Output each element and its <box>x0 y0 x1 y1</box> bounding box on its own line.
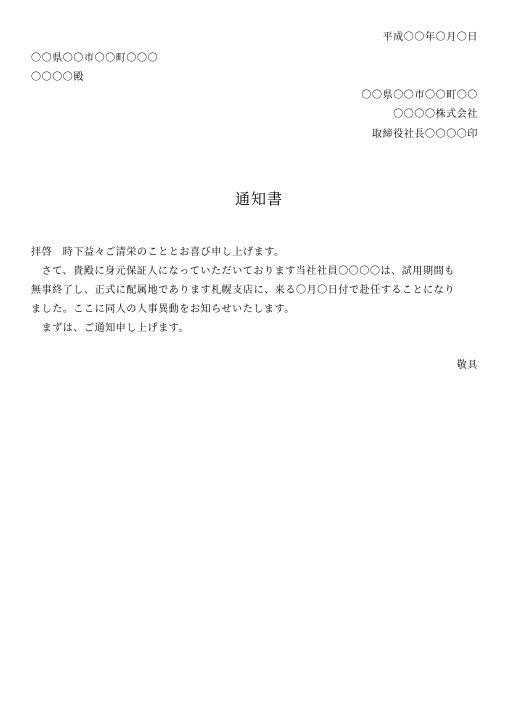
recipient-name: 〇〇〇〇殿 <box>31 72 84 83</box>
document-date: 平成〇〇年〇月〇日 <box>382 32 478 43</box>
sender-address: 〇〇県〇〇市〇〇町〇〇 <box>361 90 478 101</box>
body-line: さて、貴殿に身元保証人になっていただいております当社社員〇〇〇〇は、試用期間も <box>31 266 455 277</box>
closing-word: 敬具 <box>456 360 478 371</box>
sender-representative: 取締役社長〇〇〇〇印 <box>372 129 478 140</box>
document-body <box>31 243 487 338</box>
body-line: 無事終了し、正式に配属地であります札幌支店に、来る〇月〇日付で赴任することになり <box>31 285 455 296</box>
body-line: 拝啓 時下益々ご清栄のこととお喜び申し上げます。 <box>31 247 285 258</box>
document-title: 通知書 <box>234 190 283 208</box>
sender-company: 〇〇〇〇株式会社 <box>393 109 478 120</box>
body-line: ました。ここに同人の人事異動をお知らせいたします。 <box>31 304 295 315</box>
recipient-address: 〇〇県〇〇市〇〇町〇〇〇 <box>31 53 159 64</box>
body-line: まずは、ご通知申し上げます。 <box>31 323 190 334</box>
